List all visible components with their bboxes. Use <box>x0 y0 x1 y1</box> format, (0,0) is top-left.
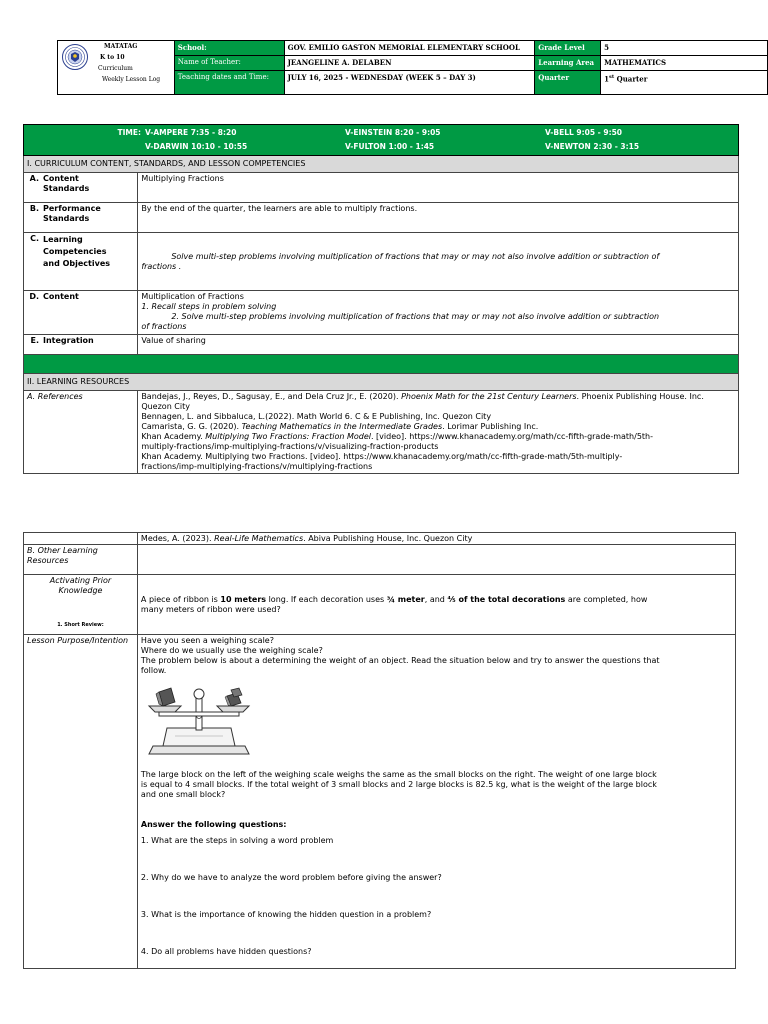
ref-6-title: Real-Life Mathematics <box>214 534 304 543</box>
competencies-value-2: fractions . <box>141 261 182 271</box>
competencies-label-3: and Objectives <box>43 259 111 268</box>
logo-line-1: MATATAG <box>104 43 138 50</box>
teacher-label: Name of Teacher: <box>174 56 284 71</box>
logo-line-3: Curriculum <box>98 65 133 72</box>
quarter-word: Quarter <box>616 74 648 84</box>
reference-continued-row <box>24 533 736 545</box>
schedule-darwin: V-DARWIN 10:10 - 10:55 <box>145 142 248 151</box>
content-line-3: 2. Solve multi-step problems involving multiplication of fractions that may or may not also involve addition or subtraction <box>171 312 660 321</box>
purpose-line-2: Where do we usually use the weighing scale? <box>140 646 323 655</box>
competencies-label-1: Learning <box>43 235 83 244</box>
teacher-value: JEANGELINE A. DELABEN <box>284 56 535 71</box>
content-standards-label-1: Content <box>43 174 79 183</box>
competencies-row <box>24 233 739 291</box>
problem-line-2: is equal to 4 small blocks. If the total weight of 3 small blocks and 2 large blocks is 82.5 kg, what is the weight of the large block <box>140 780 657 789</box>
integration-row <box>24 335 739 355</box>
header-logo-cell <box>58 41 175 95</box>
school-label: School: <box>174 41 284 56</box>
short-review-label: 1. Short Review: <box>57 622 104 628</box>
purpose-line-1: Have you seen a weighing scale? <box>140 636 274 645</box>
ref-1-city: Quezon City <box>141 402 190 411</box>
schedule-newton: V-NEWTON 2:30 - 3:15 <box>545 142 640 151</box>
schedule-einstein: V-EINSTEIN 8:20 - 9:05 <box>345 128 441 137</box>
lesson-purpose-label: Lesson Purpose/Intention <box>24 635 138 969</box>
ref-4-source: Khan Academy. <box>141 432 206 441</box>
schedule-bell: V-BELL 9:05 - 9:50 <box>545 128 623 137</box>
dates-label: Teaching dates and Time: <box>174 71 284 95</box>
purpose-line-3: The problem below is about a determining the weight of an object. Read the situation below and try to answer the questions that <box>140 656 660 665</box>
review-text-a: A piece of ribbon is <box>140 594 221 604</box>
problem-line-1: The large block on the left of the weighing scale weighs the same as the small blocks on the right. The weight of one large block <box>140 770 657 779</box>
quarter-suffix: st <box>609 74 615 80</box>
section-curriculum-title: I. CURRICULUM CONTENT, STANDARDS, AND LESSON COMPETENCIES <box>24 156 739 173</box>
ref-5-url[interactable]: Khan Academy. Multiplying two Fractions. [video]. https://www.khanacademy.org/math/cc-fifth-grade-math/5th-multiply- <box>141 452 623 461</box>
competencies-label-2: Competencies <box>43 247 107 256</box>
section-resources-title: II. LEARNING RESOURCES <box>24 374 739 391</box>
lesson-log-table <box>23 124 739 474</box>
content-standards-label-2: Standards <box>43 184 90 193</box>
weighing-scale-image <box>145 686 255 758</box>
references-list <box>138 391 739 474</box>
references-row <box>24 391 739 474</box>
ref-6-publisher: . Abiva Publishing House, Inc. Quezon City <box>303 534 473 543</box>
content-line-4: of fractions <box>141 322 187 331</box>
prior-knowledge-label-1: Activating Prior <box>49 576 112 585</box>
ref-3-authors: Camarista, G. G. (2020). <box>141 422 242 431</box>
other-resources-row <box>24 545 736 575</box>
ref-6-author: Medes, A. (2023). <box>140 534 215 543</box>
performance-standards-row <box>24 203 739 233</box>
quarter-number: 1 <box>604 74 610 84</box>
question-4: 4. Do all problems have hidden questions? <box>140 947 312 956</box>
dates-value: JULY 16, 2025 - WEDNESDAY (WEEK 5 – DAY 3) <box>284 71 535 95</box>
schedule-ampere: V-AMPERE 7:35 - 8:20 <box>145 128 237 137</box>
green-divider-row <box>24 355 739 374</box>
review-text-h: many meters of ribbon were used? <box>140 604 281 614</box>
ref-3-title: Teaching Mathematics in the Intermediate Grades <box>241 422 443 431</box>
integration-label: Integration <box>43 336 94 345</box>
prior-knowledge-label-2: Knowledge <box>58 586 103 595</box>
ref-4-url[interactable]: . [video]. https://www.khanacademy.org/math/cc-fifth-grade-math/5th- <box>370 432 653 441</box>
prior-knowledge-row <box>24 575 736 635</box>
ref-1-title: Phoenix Math for the 21st Century Learners <box>401 392 577 401</box>
review-text-b: 10 meters <box>220 594 267 604</box>
header-table <box>57 40 768 95</box>
content-line-2: 1. Recall steps in problem solving <box>141 302 277 311</box>
references-label: A. References <box>24 391 138 474</box>
review-text-f: ⅘ of the total decorations <box>447 594 566 604</box>
deped-seal-icon <box>62 44 88 70</box>
lesson-purpose-row <box>24 635 736 969</box>
school-value: GOV. EMILIO GASTON MEMORIAL ELEMENTARY SCHOOL <box>284 41 535 56</box>
content-standards-value: Multiplying Fractions <box>138 173 739 203</box>
logo-line-2: K to 10 <box>100 54 125 61</box>
performance-standards-label-1: Performance <box>43 204 101 213</box>
ref-4-url-cont[interactable]: multiply-fractions/imp-multiplying-fractions/v/visualizing-fraction-products <box>141 442 439 451</box>
integration-value: Value of sharing <box>138 335 739 355</box>
content-label: Content <box>43 292 79 301</box>
question-1: 1. What are the steps in solving a word problem <box>140 836 334 845</box>
ref-1-authors: Bandejas, J., Reyes, D., Sagusay, E., and Dela Cruz Jr., E. (2020). <box>141 392 402 401</box>
ref-1-publisher: . Phoenix Publishing House. Inc. <box>576 392 704 401</box>
ref-4-title: Multiplying Two Fractions: Fraction Model <box>205 432 371 441</box>
content-row <box>24 291 739 335</box>
ref-2: Bennagen, L. and Sibbaluca, L.(2022). Math World 6. C & E Publishing, Inc. Quezon City <box>141 412 492 421</box>
competencies-letter: C. <box>30 234 39 243</box>
performance-standards-letter: B. <box>29 204 39 213</box>
competencies-value-1: Solve multi-step problems involving multiplication of fractions that may or may not also involve addition or subtraction of <box>171 251 660 261</box>
review-text-c: long. If each decoration uses <box>266 594 387 604</box>
logo-line-4: Weekly Lesson Log <box>102 76 161 83</box>
time-label: TIME: <box>117 128 141 137</box>
learning-area-label: Learning Area <box>535 56 601 71</box>
time-schedule-row <box>24 125 739 156</box>
question-3: 3. What is the importance of knowing the hidden question in a problem? <box>140 910 432 919</box>
grade-level-value: 5 <box>601 41 768 56</box>
purpose-line-4: follow. <box>140 666 167 675</box>
learning-area-value: MATHEMATICS <box>601 56 768 71</box>
content-line-1: Multiplication of Fractions <box>141 292 244 301</box>
grade-level-label: Grade Level <box>535 41 601 56</box>
ref-3-publisher: . Lorimar Publishing Inc. <box>442 422 539 431</box>
review-text-g: are completed, how <box>565 594 648 604</box>
content-letter: D. <box>29 292 39 301</box>
content-standards-letter: A. <box>29 174 39 183</box>
lesson-log-table-page-2 <box>23 532 736 969</box>
review-text-e: , and <box>424 594 448 604</box>
content-standards-row <box>24 173 739 203</box>
ref-5-url-cont[interactable]: fractions/imp-multiplying-fractions/v/multiplying-fractions <box>141 462 373 471</box>
performance-standards-label-2: Standards <box>43 214 90 223</box>
performance-standards-value: By the end of the quarter, the learners are able to multiply fractions. <box>138 203 739 233</box>
other-resources-label: B. Other Learning Resources <box>24 545 138 575</box>
schedule-fulton: V-FULTON 1:00 - 1:45 <box>345 142 435 151</box>
quarter-value <box>601 71 768 95</box>
quarter-label: Quarter <box>535 71 601 95</box>
question-2: 2. Why do we have to analyze the word problem before giving the answer? <box>140 873 442 882</box>
answer-heading: Answer the following questions: <box>140 820 287 829</box>
problem-line-3: and one small block? <box>140 790 226 799</box>
review-text-d: ¾ meter <box>386 594 425 604</box>
integration-letter: E. <box>30 336 39 345</box>
